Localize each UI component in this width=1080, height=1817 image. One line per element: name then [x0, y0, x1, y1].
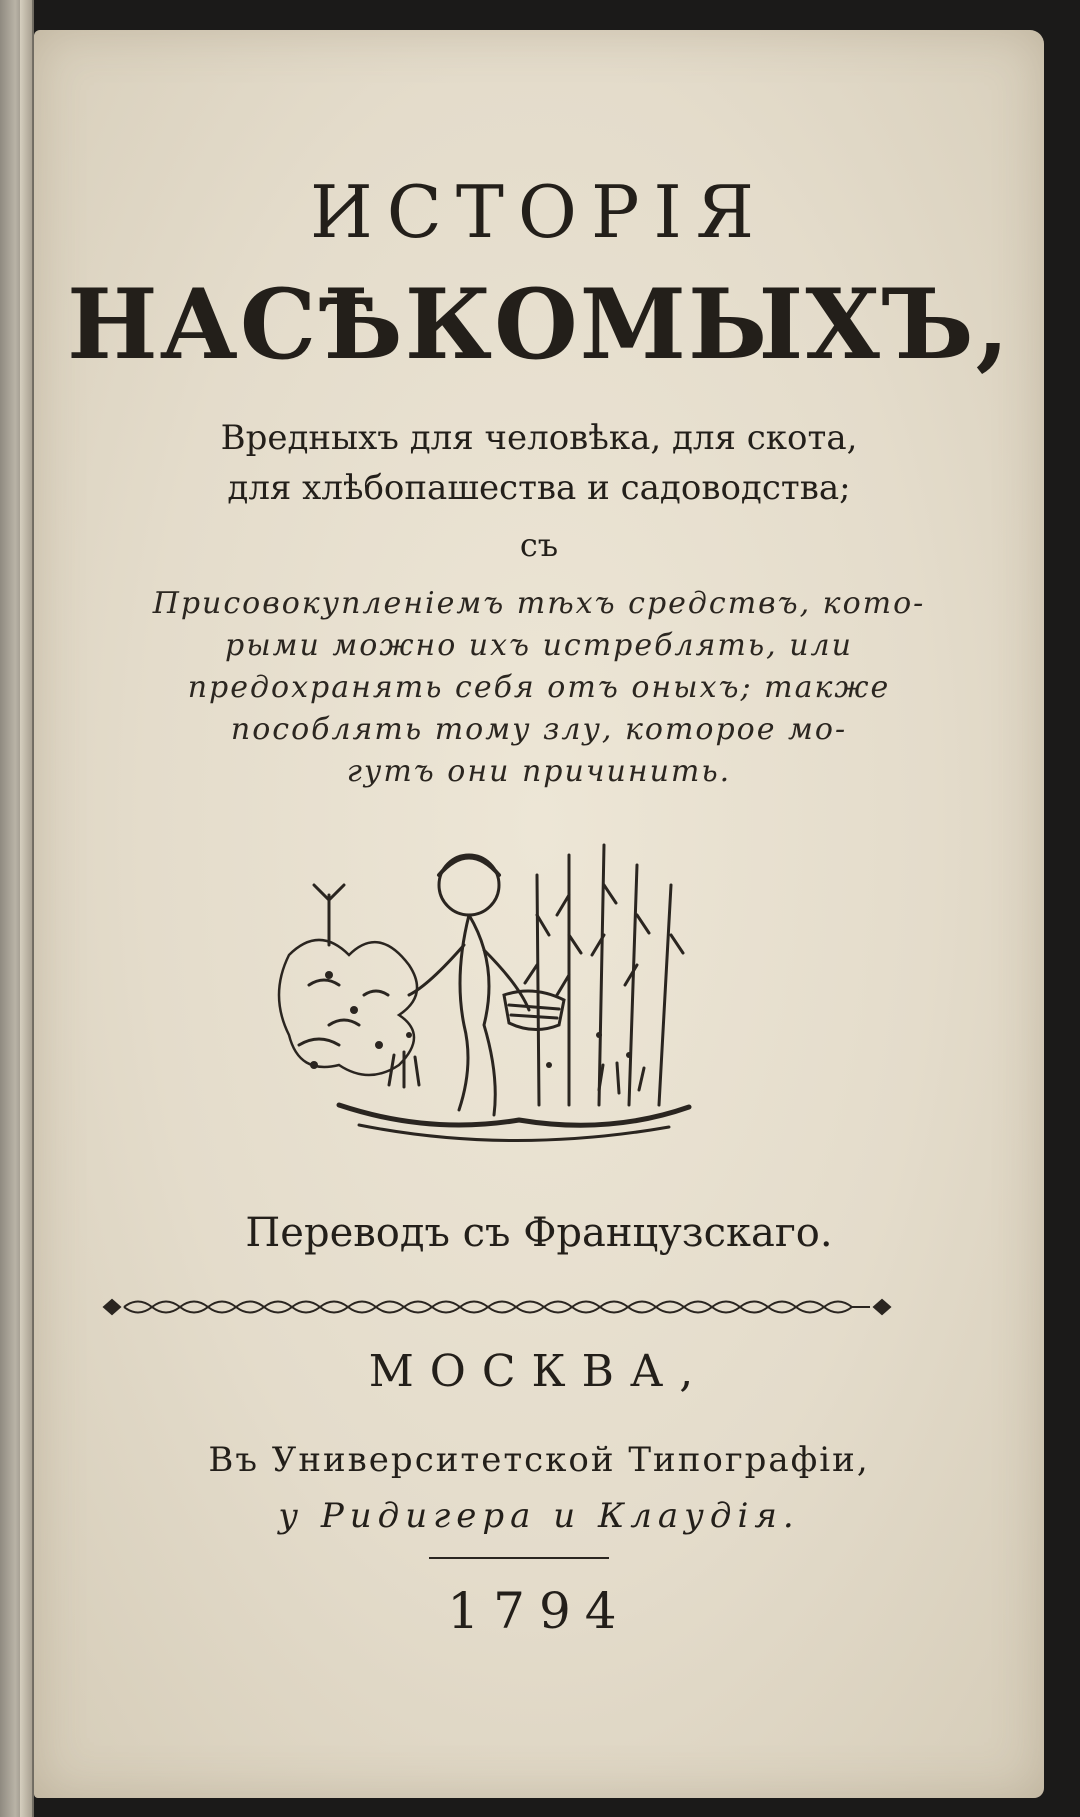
description-line-4: пособлять тому злу, которое мо-: [230, 712, 848, 747]
title-line-2: НАСѢКОМЫХЪ,: [66, 268, 1012, 381]
description-line-2: рыми можно ихъ истреблять, или: [225, 628, 853, 663]
subtitle-line-1: Вредныхъ для человѣка, для скота,: [220, 418, 858, 458]
page-edge: [20, 0, 32, 1817]
title-line-1: ИСТОРІЯ: [310, 170, 768, 254]
imprint-rule: [429, 1557, 609, 1559]
translation-note: Переводъ съ Французскаго.: [245, 1210, 833, 1256]
engraved-vignette-illustration: [269, 835, 749, 1165]
description-line-3: предохранять себя отъ оныхъ; также: [187, 670, 891, 705]
subtitle-conjunction: съ: [519, 526, 559, 564]
imprint-press: Въ Университетской Типографіи,: [208, 1440, 870, 1480]
description-line-1: Присовокупленіемъ тѣхъ средствъ, кото-: [152, 586, 926, 621]
imprint-year: 1794: [447, 1582, 631, 1640]
description-line-5: гутъ они причинить.: [346, 754, 732, 789]
imprint-printers: у Ридигера и Клаудія.: [278, 1496, 800, 1536]
ornamental-rule: [94, 1292, 894, 1322]
subtitle-line-2: для хлѣбопашества и садоводства;: [227, 468, 851, 508]
title-page: [34, 30, 1044, 1798]
imprint-city: МОСКВА,: [368, 1346, 710, 1397]
